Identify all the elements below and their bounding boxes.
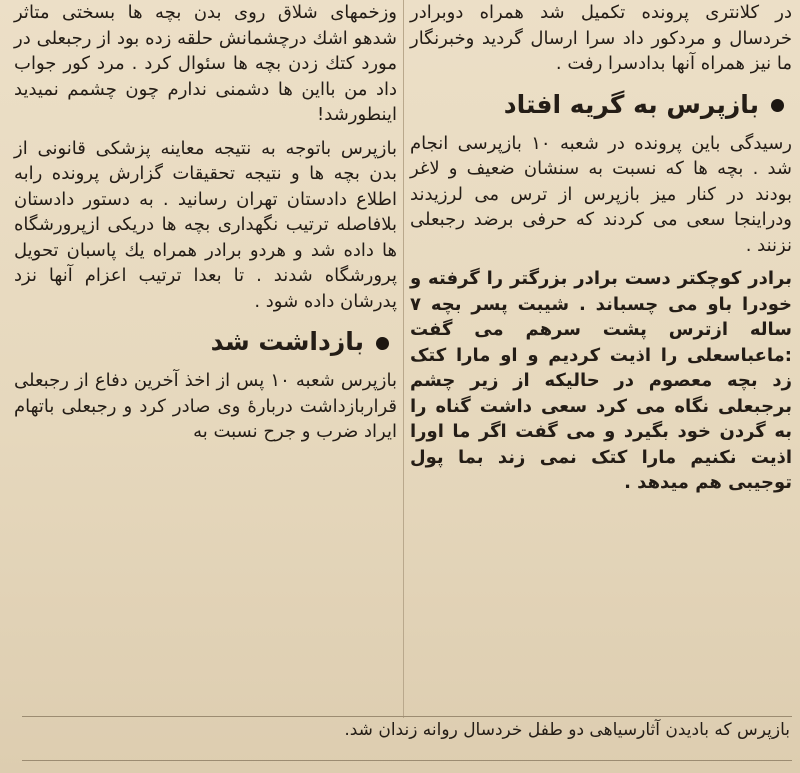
bottom-caption-line: بازپرس که بادیدن آثارسیاهی دو طفل خردسال روانه زندان شد. [344, 720, 790, 740]
right-paragraph-2: برادر کوچکتر دست برادر بزرگتر را گرفته و خودرا باو می چسباند . شیبت پسر بچه ۷ ساله ازترس پشت سرهم می گفت :ماعباسعلی را اذیت کردیم و او مارا کتک زد بچه معصوم در حالیکه از زیر چشم برجبعلی نگاه می کرد سعی داشت گناه را به گردن خود بگیرد و می گفت اگر ما اورا اذیت نکنیم مارا کتک نمی زند بما پول توجیبی هم میدهد . [410, 268, 792, 493]
heading-interrogator-cried-text: بازپرس به گریه افتاد [503, 89, 759, 119]
left-paragraph-1: وزخمهای شلاق روی بدن بچه ها بسختی متاثر شدهو اشك درچشمانش حلقه زده بود از رجبعلی در مورد کتك زدن بچه ها سئوال کرد . مرد کور جواب داد من بااین ها دشمنی ندارم چون چشمم نمیدید اینطورشد! [14, 2, 397, 125]
left-paragraph-3: بازپرس شعبه ۱۰ پس از اخذ آخرین دفاع از رجبعلی قراربازداشت دربارۀ وی صادر کرد و رجبعلی باتهام ایراد ضرب و جرح نسبت به [14, 370, 397, 442]
bullet-dot-icon [376, 337, 389, 350]
right-intro-paragraph: در کلانتری پرونده تکمیل شد همراه دوبرادر خردسال و مردکور داد سرا ارسال گردید وخبرنگار ما نیز همراه آنها بدادسرا رفت . [410, 2, 792, 74]
bullet-dot-icon [771, 99, 784, 112]
bottom-rule [22, 716, 792, 717]
heading-interrogator-cried [410, 85, 792, 125]
heading-arrested [14, 322, 397, 362]
left-paragraph-2: بازپرس باتوجه به نتیجه معاینه پزشکی قانونی از بدن بچه ها و نتیجه تحقیقات گزارش پرونده رابه اطلاع دادستان تهران رسانید . به دستور دادستان بلافاصله ترتیب نگهداری بچه ها دریکی ازپرورشگاه ها داده شد و هردو برادر همراه یك پاسبان تحویل پرورشگاه شدند . تا بعدا ترتیب اعزام آنها نزد پدرشان داده شود . [14, 137, 397, 312]
column-divider [403, 0, 404, 718]
left-column [14, 0, 397, 453]
bottom-rule-2 [22, 760, 792, 761]
right-column [410, 0, 792, 504]
heading-arrested-text: بازداشت شد [210, 327, 364, 356]
right-paragraph-1: رسیدگی باین پرونده در شعبه ۱۰ بازپرسی انجام شد . بچه ها که نسبت به سنشان ضعیف و لاغر بودند در کنار میز بازپرس از ترس می لرزیدند ودراینجا سعی می کردند که حرفی برضد رجبعلی نزنند . [410, 132, 792, 256]
